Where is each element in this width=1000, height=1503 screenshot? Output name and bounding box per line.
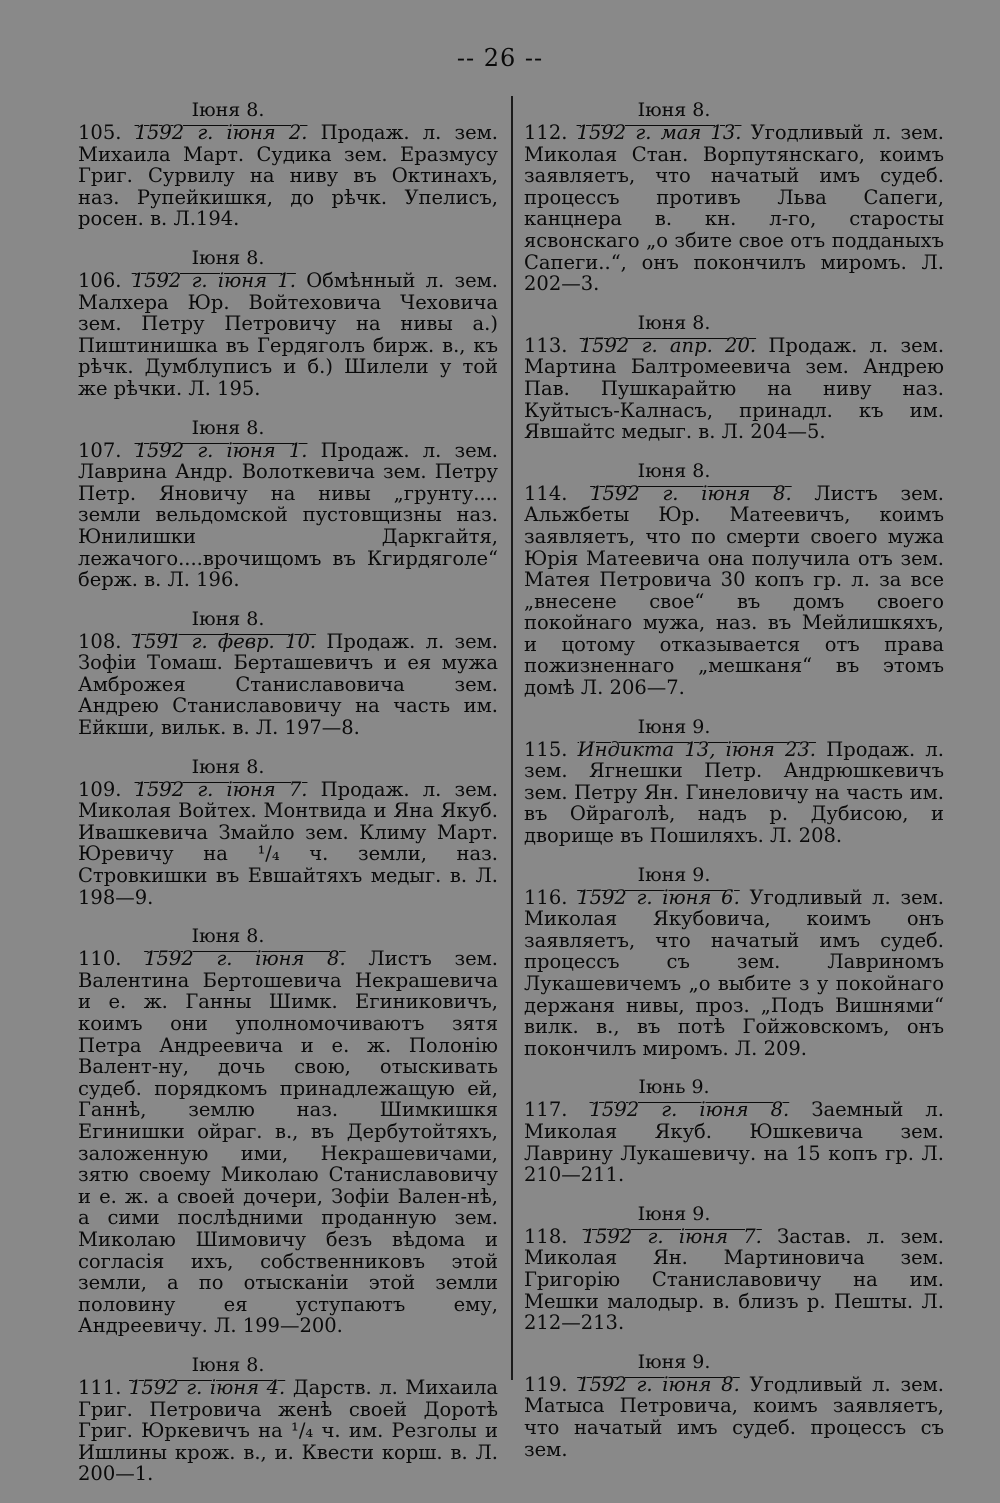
entry-description: Обмѣнный л. зем. Малхера Юр. Войтеховича Чеховича зем. Петру Петровичу на нивы а.) Пиштинишка въ Гердяголъ бирж. в., къ рѣчк. Думблуписъ и б.) Шилели у той же рѣчки. Л. 195. [78,268,498,400]
entry-body [524,1226,944,1334]
entry-document-date: 1592 г. іюня 1. [134,438,308,462]
entry-body [78,948,498,1337]
entry-document-date: 1592 г. іюня 7. [582,1224,762,1248]
entry-body [524,483,944,699]
entry-date-header: Іюня 8. [191,1353,265,1376]
entry-number: 105. [78,121,122,144]
entry-number: 108. [78,629,122,653]
entry-date-header: Іюнь 9. [638,1076,710,1099]
entry [524,1077,944,1185]
left-column [78,100,498,1503]
entry-date-header: Іюня 8. [191,607,265,630]
entry-document-date: 1592 г. іюня 8. [589,1098,790,1122]
entry-number: 107. [78,438,122,462]
entry-number: 113. [524,333,568,357]
entry-document-date: 1592 г. апр. 20. [579,333,757,357]
entry-document-date: 1592 г. іюня 8. [590,481,792,505]
entry-date-header: Іюня 9. [637,1202,711,1225]
entry-body [78,270,498,400]
entry [78,609,498,739]
entry-body [524,1099,944,1185]
entry-document-date: 1592 г. іюня 2. [134,121,308,144]
entry-number: 109. [78,777,122,801]
entry [78,418,498,591]
entry-description: Продаж. л. зем. Лаврина Андр. Волоткевича зем. Петру Петр. Яновичу на нивы „грунту.... земли вельдомской пустовщизны наз. Юнилишки Даркгайтя, лежачого....врочищомъ въ Кгирдяголе“ берж. в. Л. 196. [78,438,498,592]
entry-description: Угодливый л. зем. Миколая Якубовича, коимъ онъ заявляетъ, что начатый имъ судеб. процессъ съ зем. Лавриномъ Лукашевичемъ „о выбите з у покойнаго держаня нивы, проз. „Подъ Вишнями“ вилк. в., въ потѣ Гойжовскомъ, онъ покончилъ миромъ. Л. 209. [524,885,945,1060]
entry [524,865,944,1060]
entry-body [524,1374,944,1460]
entry [78,757,498,909]
entry-number: 119. [524,1372,568,1396]
entry-body [78,122,498,230]
entry-description: Продаж. л. зем. Михаила Март. Судика зем. Еразмусу Григ. Сурвилу на ниву въ Октинахъ, наз. Рупейкишкя, до рѣчк. Упелисъ, росен. в. Л.194. [78,121,498,231]
entry-description: Продаж. л. зем. Зофіи Томаш. Берташевичъ и ея мужа Амброжея Станиславовича зем. Андрею Станиславовичу на часть им. Ейкши, вильк. в. Л. 197—8. [78,629,498,740]
entry-document-date: 1591 г. февр. 10. [131,629,317,653]
entry-date-header: Іюня 9. [637,863,711,886]
entry-date-header: Іюня 8. [637,99,711,121]
entry-date-header: Іюня 8. [191,99,265,121]
entry-description: Угодливый л. зем. Миколая Стан. Ворпутянскаго, коимъ заявляетъ, что начатый имъ судеб. процессъ противъ Льва Сапеги, канцнера в. кн. л-го, старосты ясвонскаго „о збите свое отъ подданыхъ Сапеги..“, онъ покончилъ миромъ. Л. 202—3. [524,121,944,296]
entry [78,1355,498,1485]
entry [524,100,944,295]
entry-number: 116. [524,885,568,909]
entry-description: Продаж. л. зем. Мартина Балтромеевича зем. Андрею Пав. Пушкарайтю на ниву наз. Куйтысъ-Калнасъ, принадл. къ им. Явшайтс медыг. в. Л. 204—5. [524,333,945,444]
entry-description: Заемный л. Миколая Якуб. Юшкевича зем. Лаврину Лукашевичу. на 15 копъ гр. Л. 210—211. [524,1098,944,1187]
entry-number: 115. [524,737,568,761]
entry-date-header: Іюня 8. [191,246,265,269]
right-column [524,100,944,1478]
entry-description: Застав. л. зем. Миколая Ян. Мартиновича зем. Григорію Станиславовичу на им. Мешки малодыр. в. близъ р. Пешты. Л. 212—213. [524,1224,945,1335]
entry-number: 112. [524,121,568,144]
entry-body [78,440,498,591]
entry-document-date: 1592 г. іюня 4. [129,1375,286,1399]
entry-description: Листъ зем. Валентина Бертошевича Некрашевича и е. ж. Ганны Шимк. Егиниковичъ, коимъ они уполномочиваютъ зятя Петра Андреевича и е. ж. Полонію Валент-ну, дочь свою, отыскивать судеб. порядкомъ принадлежащую ей, Ганнѣ, землю наз. Шимкишкя Егинишки ойраг. в., въ Дербутойтяхъ, заложенную ими, Некрашевичами, зятю своему Миколаю Станиславовичу и е. ж. а своей дочери, Зофіи Вален-нѣ, а сими послѣдними проданную зем. Миколаю Шимовичу безъ вѣдома и согласія ихъ, собственниковъ этой земли, а по отысканіи этой земли половину ея уступаютъ ему, Андреевичу. Л. 199—200. [78,947,498,1338]
entry-date-header: Іюня 8. [637,459,711,482]
entry-date-header: Іюня 9. [637,1350,711,1373]
entry-description: Угодливый л. зем. Матыса Петровича, коимъ заявляетъ, что начатый имъ судеб. процессъ съ зем. [524,1372,945,1461]
entry [524,461,944,699]
entry-date-header: Іюня 8. [191,755,265,778]
entry-body [524,887,944,1060]
entry-description: Продаж. л. зем. Ягнешки Петр. Андрюшкевичъ зем. Петру Ян. Гинеловичу на часть им. въ Ойраголѣ, надъ р. Дубисою, и дворище въ Пошиляхъ. Л. 208. [524,737,944,848]
entry-date-header: Іюня 8. [191,416,265,439]
entry [524,717,944,847]
entry [524,1204,944,1334]
entry-document-date: 1592 г. мая 13. [576,121,742,144]
entry-number: 114. [524,481,568,505]
entry-description: Дарств. л. Михаила Григ. Петровича женѣ своей Доротѣ Григ. Юркевичъ на ¹/₄ ч. им. Резголы и Ишлины крож. в., и. Квести корш. в. Л. 200—1. [78,1375,499,1486]
entry-body [524,122,944,295]
column-divider [511,96,513,1380]
page-number: -- 26 -- [456,44,544,72]
entry-body [78,1377,498,1485]
entry-document-date: 1592 г. іюня 1. [131,268,296,292]
entry-document-date: 1592 г. іюня 8. [144,947,346,971]
entry-description: Листъ зем. Альжбеты Юр. Матеевичъ, коимъ заявляетъ, что по смерти своего мужа Юрія Матеевича она получила отъ зем. Матея Петровича 30 копъ гр. л. за все „внесене свое“ въ домъ своего покойнаго мужа, наз. въ Мейлишкяхъ, и цотому отказывается отъ права пожизненнаго „мешканя“ въ этомъ домѣ Л. 206—7. [524,481,944,700]
entry-body [524,335,944,443]
entry-body [524,739,944,847]
entry-document-date: 1592 г. іюня 7. [134,777,308,801]
entry-number: 117. [524,1098,568,1122]
entry-description: Продаж. л. зем. Миколая Войтех. Монтвида и Яна Якуб. Ивашкевича Змайло зем. Климу Март. Юревичу на ¹/₄ ч. земли, наз. Стровкишки въ Евшайтяхъ медыг. в. Л. 198—9. [78,777,498,909]
entry-number: 106. [78,268,122,292]
entry-date-header: Іюня 8. [191,925,265,948]
entry-document-date: Индикта 13, іюня 23. [577,737,816,761]
entry-date-header: Іюня 8. [637,311,711,334]
entry [524,313,944,443]
entry-number: 111. [78,1375,122,1399]
entry-body [78,779,498,909]
entry [78,926,498,1337]
entry-number: 110. [78,947,122,971]
entry-document-date: 1592 г. іюня 8. [577,1372,740,1396]
entry-date-header: Іюня 9. [637,715,711,738]
entry-document-date: 1592 г. іюня 6. [577,885,740,909]
entry [78,100,498,230]
entry [78,248,498,400]
entry-body [78,631,498,739]
entry-number: 118. [524,1224,568,1248]
